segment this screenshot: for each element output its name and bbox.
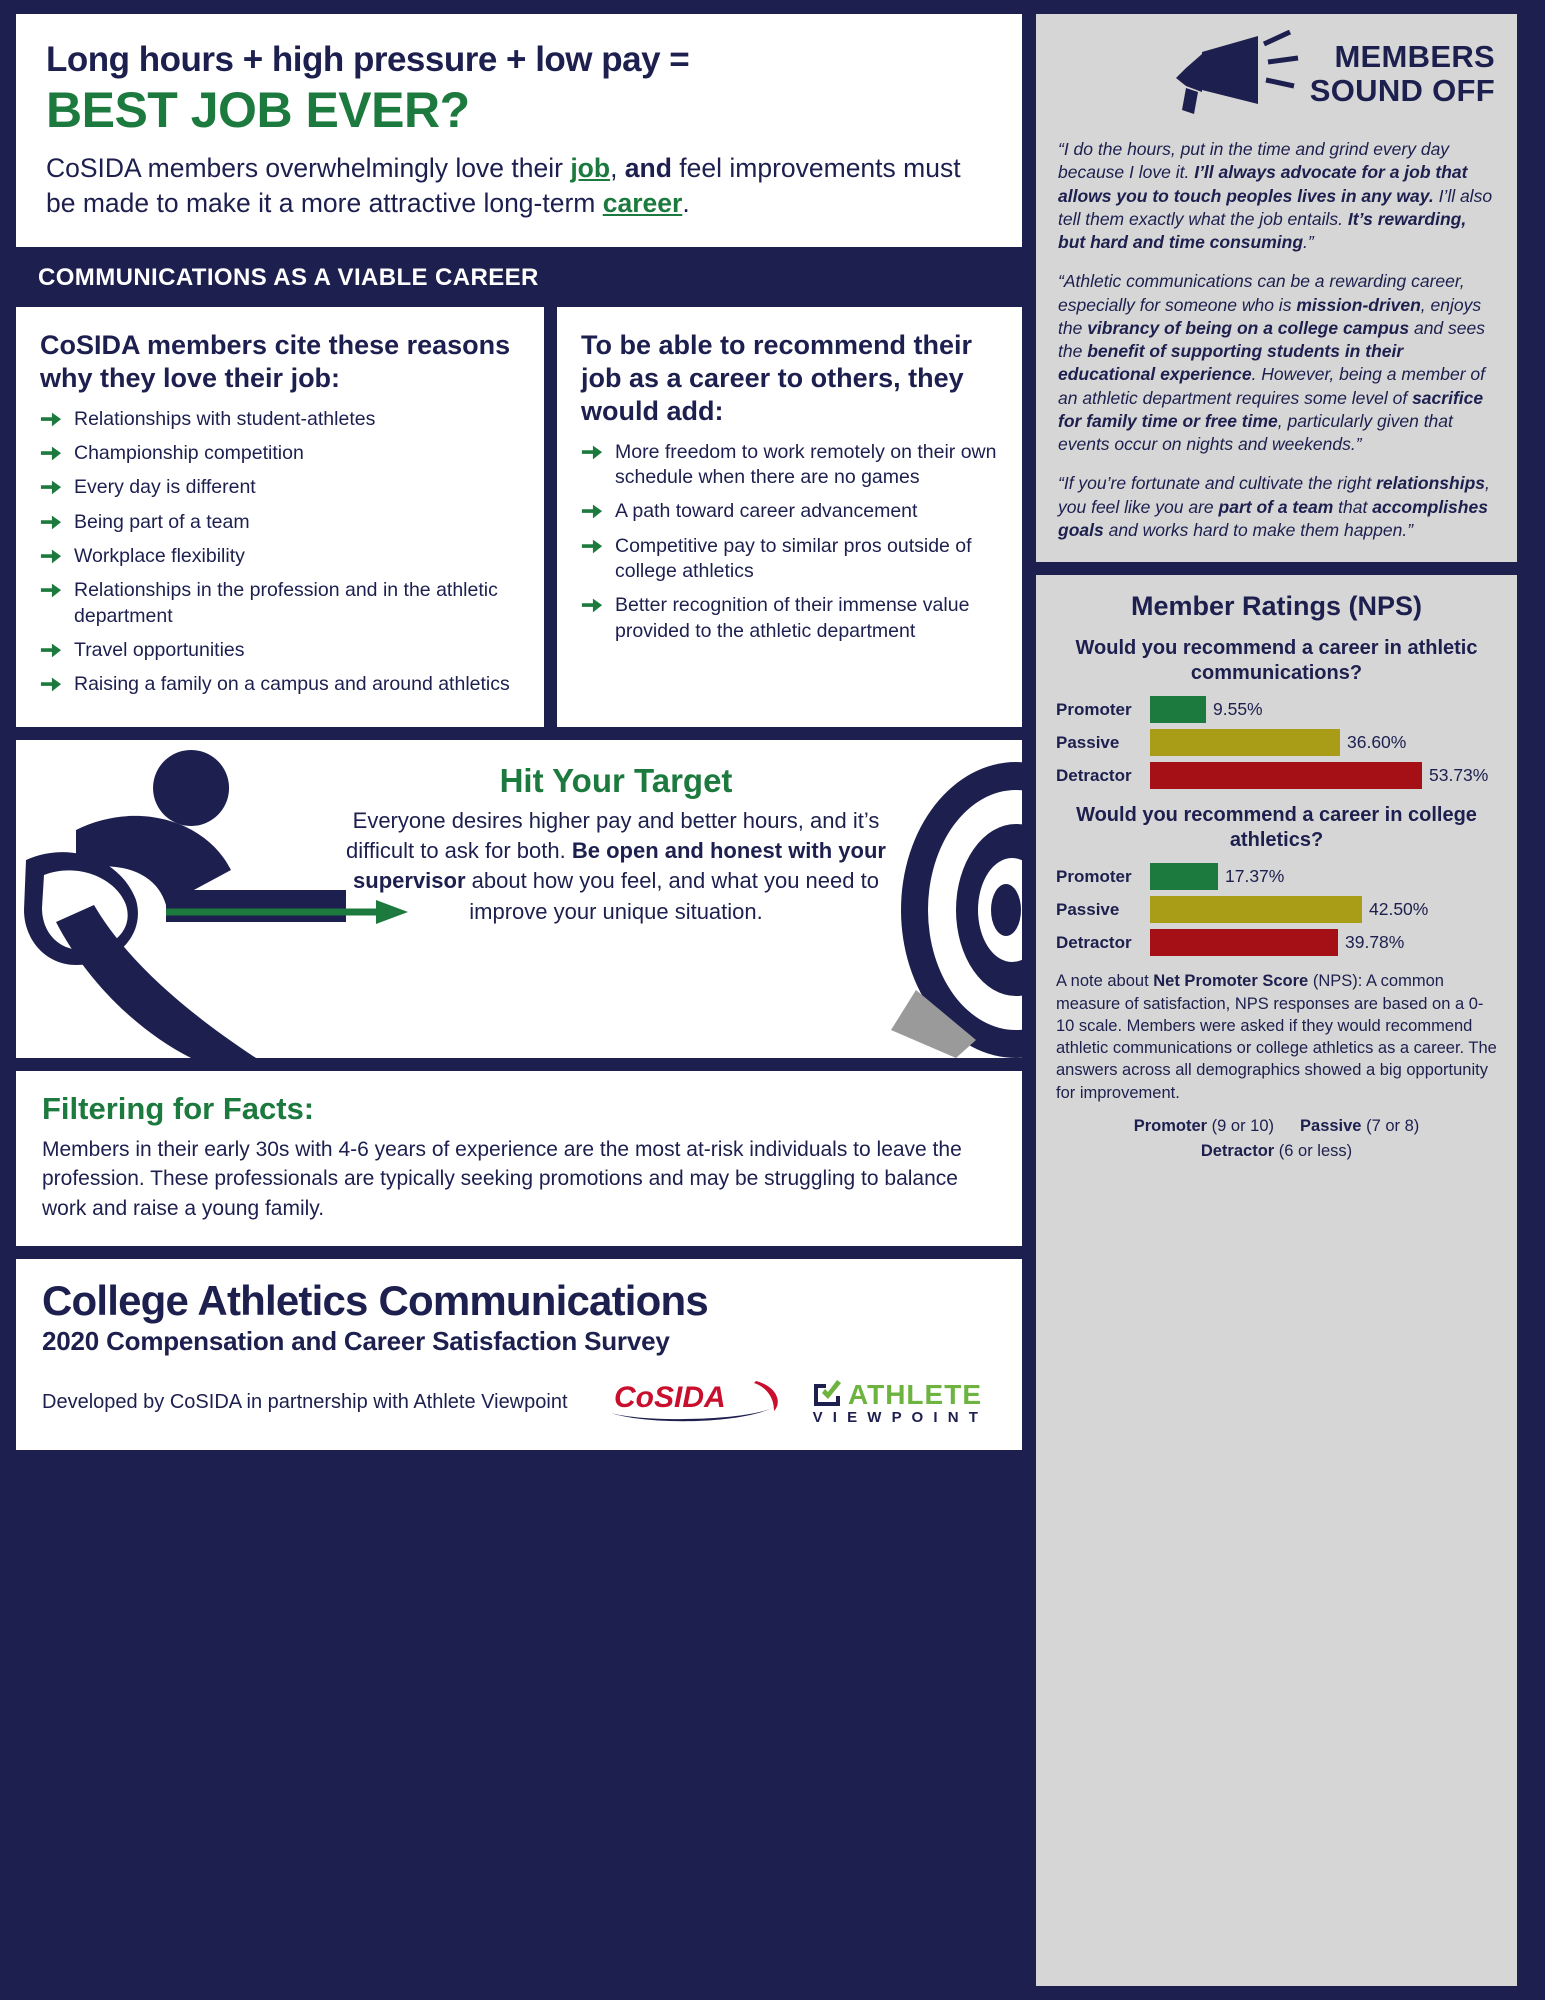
headline-link-job[interactable]: job: [570, 152, 611, 183]
arrow-icon: [40, 443, 62, 465]
quote-seg: It’s rewarding, but hard and time consuming: [1058, 208, 1467, 253]
legend-promoter-value: (9 or 10): [1211, 1116, 1275, 1135]
quote-seg: benefit of supporting students in their educational experience: [1058, 341, 1404, 385]
filtering-title: Filtering for Facts:: [42, 1090, 315, 1126]
headline-subtext: [46, 151, 992, 221]
arrow-icon: [581, 442, 603, 464]
legend-promoter-label: Promoter: [1133, 1116, 1208, 1135]
list-item: [581, 593, 998, 644]
reasons-left-list: [40, 407, 520, 698]
nps-note-a: A note about: [1056, 972, 1154, 991]
reasons-right-heading: To be able to recommend their job as a career to others, they would add:: [581, 329, 973, 426]
bar-label: Detractor: [1056, 932, 1132, 952]
headline-sub-a: CoSIDA members overwhelmingly love their: [46, 152, 571, 183]
target-text: [346, 762, 886, 927]
arrow-icon: [581, 501, 603, 523]
list-item: [40, 578, 520, 629]
bar-row: [1056, 729, 1497, 756]
list-item: [40, 638, 520, 663]
reasons-right-list: [581, 440, 998, 644]
nps-note-bold: Net Promoter Score: [1153, 972, 1309, 991]
svg-text:CoSIDA: CoSIDA: [613, 1381, 726, 1415]
athlete-viewpoint-logo: [812, 1379, 982, 1426]
members-sound-off-card: [1036, 14, 1517, 562]
section-title: COMMUNICATIONS AS A VIABLE CAREER: [38, 263, 539, 291]
arrow-icon: [40, 580, 62, 602]
list-item-label: Better recognition of their immense value provided to the athletic department: [615, 594, 970, 642]
list-item: [581, 499, 998, 524]
megaphone-icon: [1172, 30, 1302, 122]
members-sound-off-header: [1058, 30, 1495, 122]
bar-label: Promoter: [1056, 699, 1132, 719]
quote-seg: , enjoys the: [1058, 294, 1482, 338]
quote-seg: and works hard to make them happen.”: [1103, 519, 1414, 540]
list-item-label: Relationships with student-athletes: [74, 407, 376, 430]
filtering-body: Members in their early 30s with 4-6 years of experience are the most at-risk individuals to leave the profession. These professionals are typically seeking promotions and may be struggling to balance work and raise a young family.: [42, 1137, 962, 1221]
logos: [606, 1373, 996, 1432]
members-sound-off-title: [1310, 30, 1495, 108]
footer-subtitle: 2020 Compensation and Career Satisfaction Survey: [42, 1326, 670, 1357]
target-body-b: about how you feel, and what you need to improve your unique situation.: [465, 868, 879, 924]
headline-sub-c: feel improvements must be made to make it a more attractive long-term: [46, 152, 961, 218]
bar-passive: [1150, 896, 1362, 923]
list-item: [40, 407, 520, 432]
list-item: [40, 441, 520, 466]
list-item-label: Championship competition: [74, 441, 304, 464]
bar-value: 17.37%: [1225, 866, 1285, 887]
bar-value: 9.55%: [1213, 699, 1263, 720]
legend-passive-label: Passive: [1300, 1116, 1362, 1135]
nps-question-1: Would you recommend a career in athletic communications?: [1075, 637, 1478, 685]
bar-row: [1056, 896, 1497, 923]
footer-title: College Athletics Communications: [42, 1277, 708, 1325]
hit-your-target-card: [16, 740, 1022, 1058]
legend-detractor: [1201, 1139, 1352, 1164]
legend-detractor-value: (6 or less): [1278, 1141, 1353, 1160]
reasons-row: [16, 307, 1022, 727]
target-title: Hit Your Target: [499, 761, 733, 799]
list-item: [40, 510, 520, 535]
bar-value: 42.50%: [1369, 899, 1429, 920]
bar-row: [1056, 929, 1497, 956]
member-quote: [1058, 138, 1495, 254]
nps-legend-row-1: [1056, 1114, 1497, 1139]
quote-seg: that: [1333, 496, 1373, 517]
arrow-icon: [40, 512, 62, 534]
filtering-for-facts-card: [16, 1071, 1022, 1246]
bar-passive: [1150, 729, 1340, 756]
arrow-icon: [581, 595, 603, 617]
bar-promoter: [1150, 696, 1206, 723]
athlete-viewpoint-logo-top: ATHLETE: [847, 1379, 982, 1411]
footer-bottom: [42, 1373, 996, 1432]
athlete-viewpoint-logo-bottom: V I E W P O I N T: [812, 1409, 981, 1427]
nps-note: [1056, 970, 1497, 1104]
target-body-bold: Be open and honest with your supervisor: [353, 838, 886, 894]
list-item-label: Being part of a team: [74, 510, 250, 533]
bar-detractor: [1150, 762, 1422, 789]
bar-promoter: [1150, 863, 1218, 890]
quote-seg: and sees the: [1058, 317, 1485, 362]
list-item: [40, 672, 520, 697]
target-body: [346, 806, 886, 927]
member-quote: [1058, 472, 1495, 542]
arrow-icon: [581, 536, 603, 558]
bar-row: [1056, 696, 1497, 723]
member-ratings-nps-card: [1036, 575, 1517, 1986]
legend-passive: [1300, 1114, 1419, 1139]
headline-link-career[interactable]: career: [602, 187, 683, 218]
bar-detractor: [1150, 929, 1338, 956]
list-item-label: Workplace flexibility: [74, 544, 245, 567]
member-quote: [1058, 270, 1495, 456]
nps-title: Member Ratings (NPS): [1130, 591, 1423, 622]
legend-detractor-label: Detractor: [1200, 1141, 1275, 1160]
nps-legend: [1056, 1114, 1497, 1164]
bar-row: [1056, 762, 1497, 789]
legend-passive-value: (7 or 8): [1366, 1116, 1420, 1135]
nps-note-b: (NPS): A common measure of satisfaction, NPS responses are based on a 0-10 scale. Members were asked if they would recommend athletic communications or college athletics as a career. The answers across all demographics showed a big opportunity for improvement.: [1056, 972, 1497, 1102]
cosida-logo: [606, 1373, 786, 1432]
reasons-left-box: [16, 307, 544, 727]
footer-card: [16, 1259, 1022, 1450]
list-item-label: Relationships in the profession and in the athletic department: [74, 579, 498, 627]
quote-seg: .”: [1303, 232, 1314, 253]
sound-off-title-line2: SOUND OFF: [1309, 73, 1495, 109]
quote-seg: accomplishes goals: [1058, 496, 1488, 540]
bar-value: 36.60%: [1347, 732, 1407, 753]
list-item: [581, 534, 998, 585]
list-item: [40, 475, 520, 500]
list-item-label: A path toward career advancement: [615, 500, 918, 523]
headline-line1: Long hours + high pressure + low pay =: [46, 40, 690, 79]
arrow-icon: [40, 640, 62, 662]
arrow-icon: [40, 546, 62, 568]
bar-label: Detractor: [1056, 765, 1132, 785]
reasons-right-box: [557, 307, 1022, 727]
quote-seg: I’ll always advocate for a job that allows you to touch peoples lives in any way.: [1058, 162, 1468, 206]
nps-legend-row-2: [1056, 1139, 1497, 1164]
headline-sub-b: ,: [610, 152, 625, 183]
quote-seg: “If you’re fortunate and cultivate the right: [1058, 473, 1377, 494]
quote-seg: I’ll also tell them exactly what the job entails.: [1058, 185, 1493, 229]
list-item-label: Competitive pay to similar pros outside of college athletics: [615, 534, 972, 582]
headline-sub-d: .: [682, 187, 690, 218]
list-item: [40, 544, 520, 569]
arrow-icon: [40, 477, 62, 499]
right-column: [1036, 14, 1517, 1986]
bar-value: 53.73%: [1429, 765, 1489, 786]
quote-seg: , particularly given that events occur on nights and weekends.”: [1058, 410, 1453, 455]
bar-row: [1056, 863, 1497, 890]
target-body-a: Everyone desires higher pay and better hours, and it’s difficult to ask for both.: [346, 807, 880, 864]
legend-promoter: [1134, 1114, 1274, 1139]
quote-seg: “I do the hours, put in the time and grind every day because I love it.: [1058, 139, 1450, 183]
quote-seg: , you feel like you are: [1058, 473, 1490, 517]
headline-line2: BEST JOB EVER?: [46, 81, 470, 138]
headline-card: [16, 14, 1022, 247]
quote-seg: vibrancy of being on a college campus: [1087, 317, 1410, 338]
list-item-label: Raising a family on a campus and around athletics: [74, 673, 510, 696]
footer-developed-by: Developed by CoSIDA in partnership with Athlete Viewpoint: [42, 1391, 568, 1414]
quote-seg: sacrifice for family time or free time: [1058, 387, 1484, 431]
bar-value: 39.78%: [1345, 932, 1405, 953]
reasons-left-heading: CoSIDA members cite these reasons why they love their job:: [40, 329, 511, 393]
quote-seg: relationships: [1376, 473, 1486, 494]
quote-seg: mission-driven: [1296, 294, 1421, 315]
headline-sub-and: and: [624, 152, 672, 183]
quote-seg: “Athletic communications can be a rewarding career, especially for someone who is: [1058, 271, 1465, 315]
list-item-label: Every day is different: [74, 476, 256, 499]
bar-label: Passive: [1056, 732, 1120, 752]
quote-seg: . However, being a member of an athletic department requires some level of: [1058, 364, 1486, 408]
bar-label: Promoter: [1056, 866, 1132, 886]
quote-seg: part of a team: [1218, 496, 1334, 517]
nps-question-2: Would you recommend a career in college athletics?: [1076, 804, 1477, 852]
list-item: [581, 440, 998, 491]
cosida-logo-svg: [606, 1373, 786, 1427]
arrow-icon: [40, 409, 62, 431]
bar-label: Passive: [1056, 899, 1120, 919]
arrow-icon: [40, 674, 62, 696]
list-item-label: Travel opportunities: [74, 638, 245, 661]
list-item-label: More freedom to work remotely on their own schedule when there are no games: [615, 440, 997, 488]
sound-off-title-line1: MEMBERS: [1334, 39, 1495, 74]
checkmark-icon: [812, 1380, 844, 1410]
left-column: [16, 14, 1022, 1986]
